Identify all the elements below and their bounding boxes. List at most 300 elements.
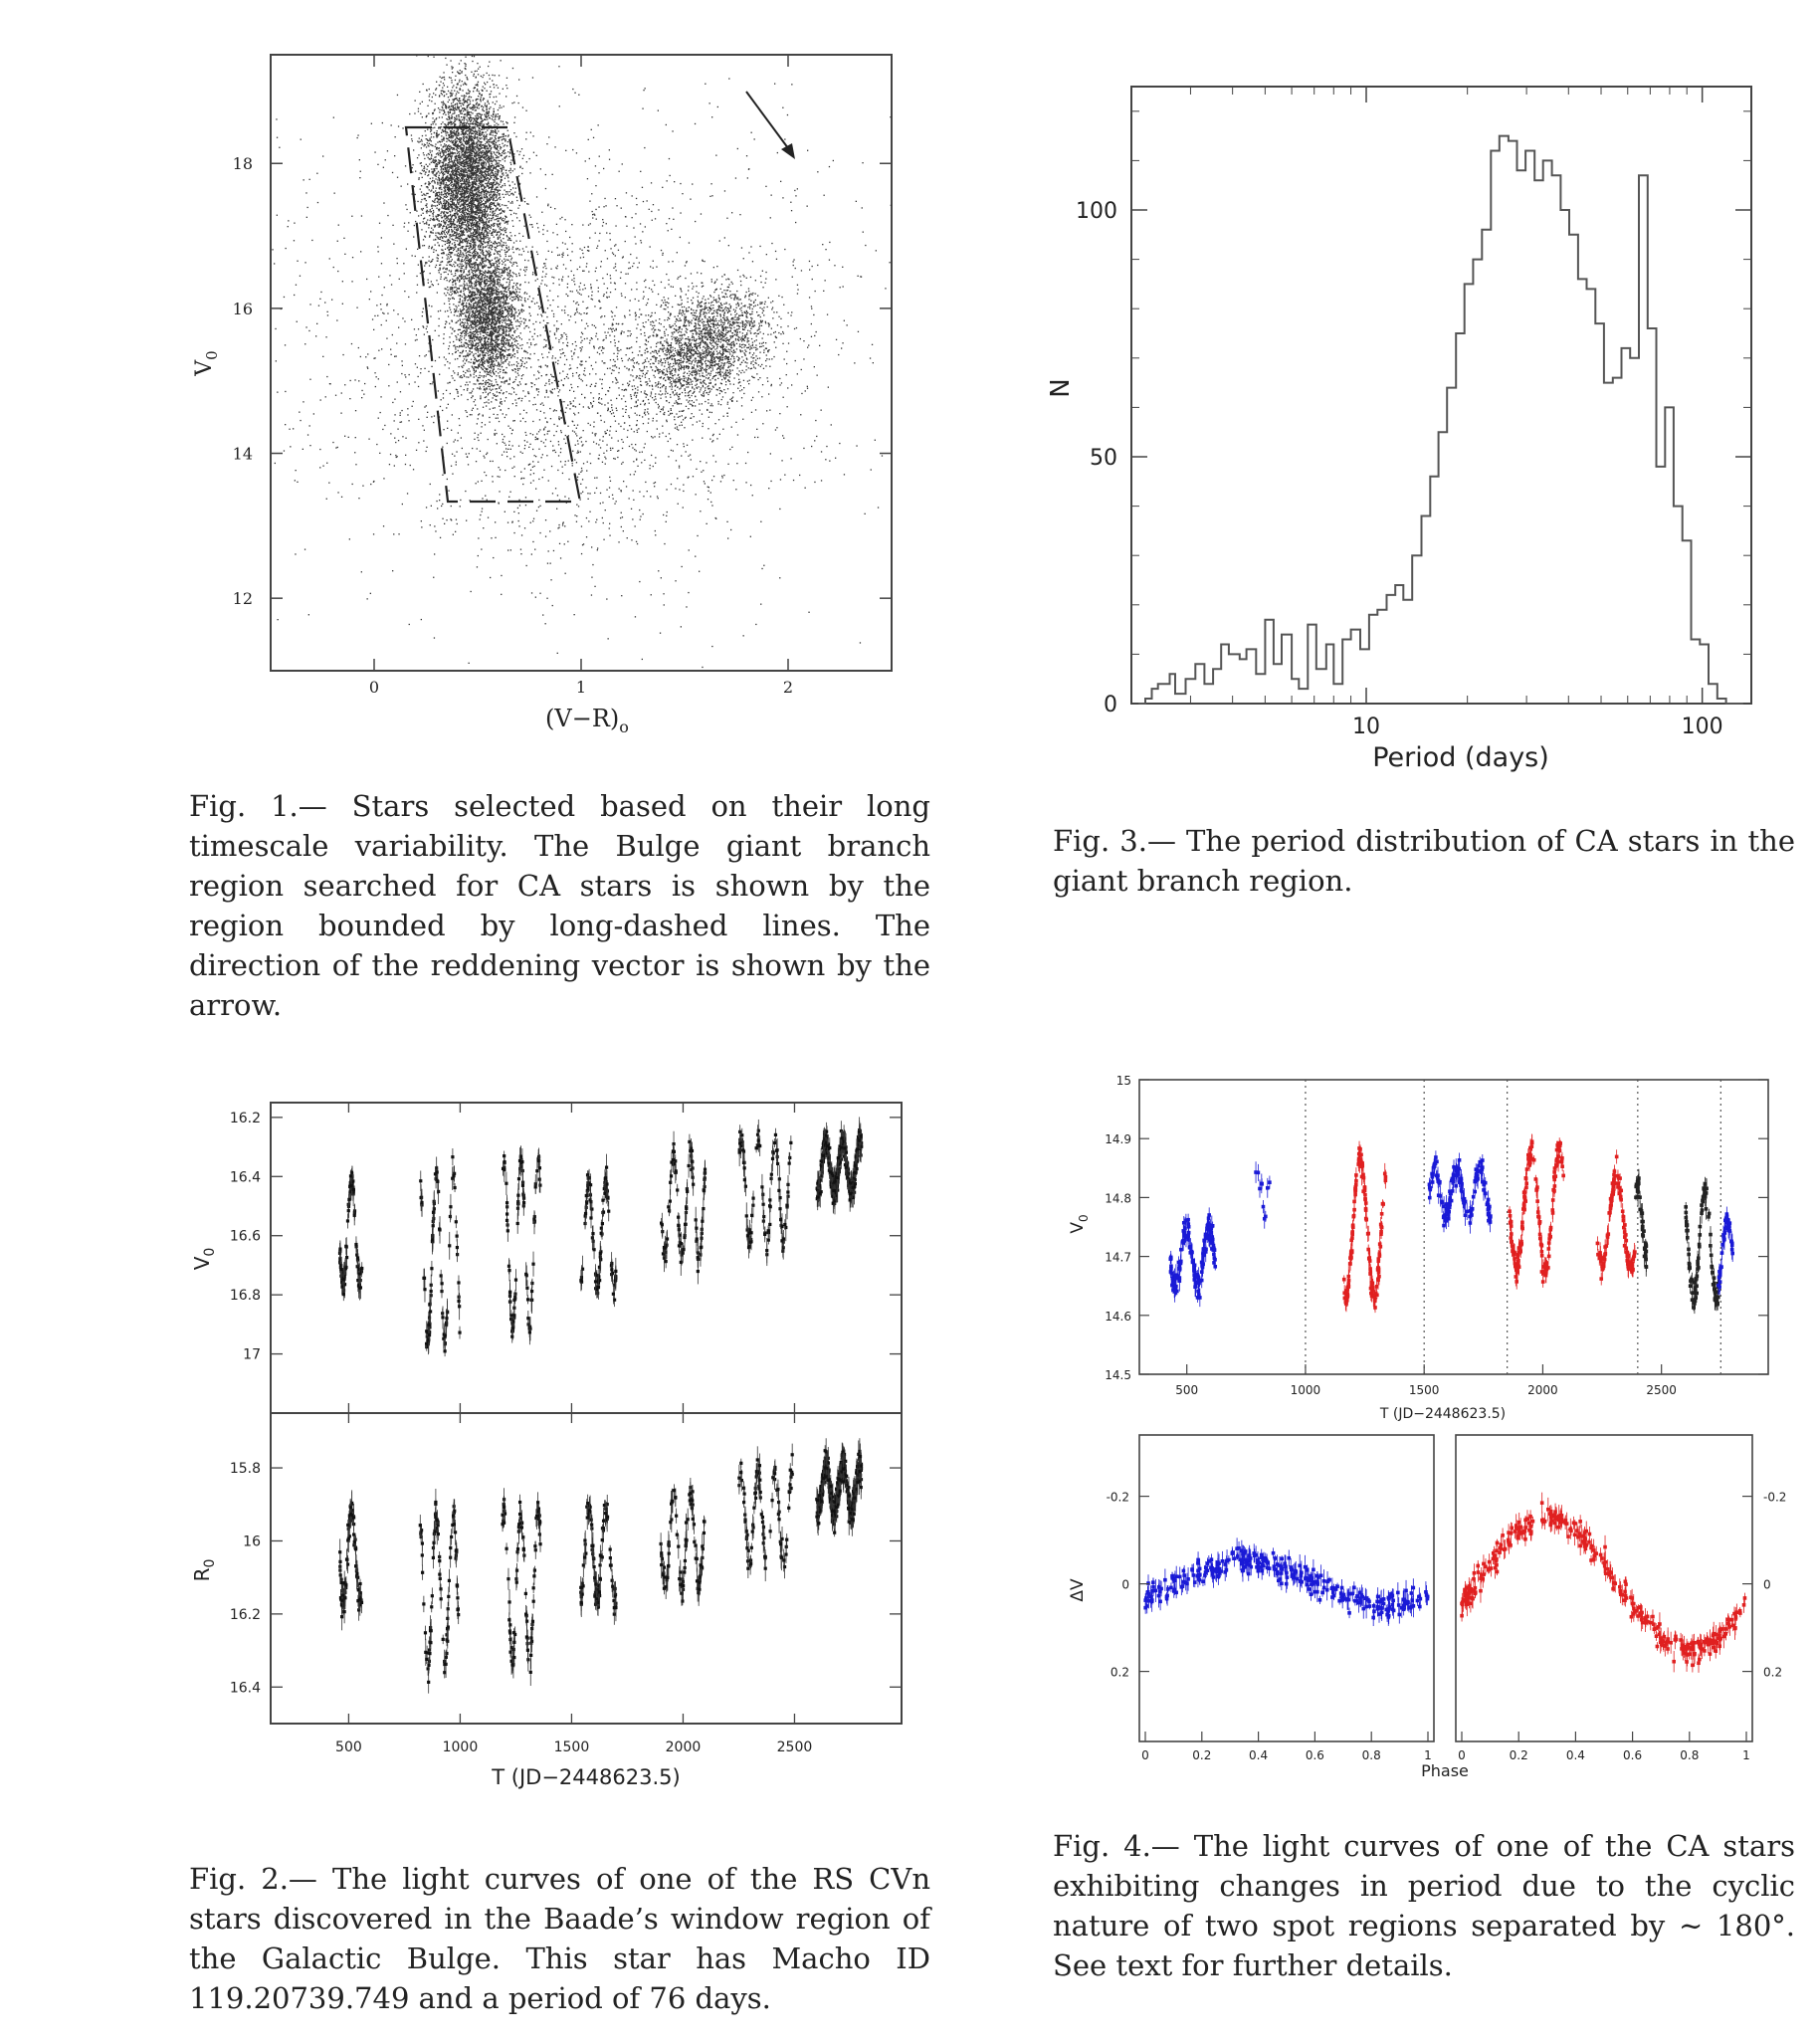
fig1-star-point (469, 139, 470, 140)
fig1-star-point (442, 233, 443, 234)
fig1-star-point (464, 195, 465, 196)
fig1-star-point (465, 218, 466, 219)
fig1-star-point (475, 208, 476, 209)
fig1-star-point (449, 261, 450, 262)
fig1-star-point (491, 197, 492, 198)
fig1-star-point (469, 151, 470, 152)
fig1-star-point (466, 136, 467, 137)
fig1-star-point (446, 265, 447, 266)
fig1-star-point (480, 175, 481, 176)
fig1-star-point (494, 219, 495, 220)
fig1-star-point (476, 226, 477, 227)
fig1-star-point (500, 228, 501, 229)
fig1-star-point (498, 226, 499, 227)
fig1-star-point (494, 231, 495, 232)
fig1-star-point (429, 154, 430, 155)
fig1-star-point (467, 149, 468, 150)
fig1-star-point (482, 95, 483, 96)
fig1-star-point (429, 100, 430, 101)
fig1-star-point (496, 219, 497, 220)
fig1-star-point (526, 132, 527, 133)
fig1-star-point (435, 235, 436, 236)
fig1-star-point (497, 140, 498, 141)
fig1-star-point (480, 184, 481, 185)
fig1-star-point (489, 205, 490, 206)
fig1-star-point (458, 155, 459, 156)
fig1-star-point (481, 115, 482, 116)
fig1-star-point (466, 180, 467, 181)
fig1-star-point (471, 223, 472, 224)
fig1-star-point (496, 197, 497, 198)
fig1-star-point (511, 280, 512, 281)
fig1-star-point (431, 136, 432, 137)
fig1-star-point (458, 183, 459, 184)
fig1-star-point (460, 212, 461, 213)
fig1-star-point (450, 256, 451, 257)
fig1-star-point (484, 212, 485, 213)
fig1-star-point (490, 132, 491, 133)
fig1-star-point (437, 166, 438, 167)
fig1-star-point (437, 242, 438, 243)
fig1-star-point (440, 197, 441, 198)
fig1-star-point (446, 144, 447, 145)
fig1-star-point (450, 197, 451, 198)
fig1-star-point (479, 122, 480, 123)
fig1-star-point (436, 136, 437, 137)
fig1-star-point (483, 100, 484, 101)
fig1-star-point (447, 154, 448, 155)
fig1-star-point (471, 210, 472, 211)
fig1-star-point (450, 292, 451, 293)
fig1-star-point (454, 119, 455, 120)
fig1-star-point (471, 169, 472, 170)
fig1-star-point (510, 210, 511, 211)
fig1-star-point (440, 160, 441, 161)
fig1-star-point (489, 192, 490, 193)
fig1-star-point (449, 184, 450, 185)
fig1-star-point (495, 205, 496, 206)
fig1-star-point (428, 211, 429, 212)
fig1-star-point (488, 186, 489, 187)
fig1-star-point (452, 93, 453, 94)
fig1-star-point (502, 143, 503, 144)
fig1-star-point (465, 165, 466, 166)
fig1-star-point (487, 197, 488, 198)
fig1-star-point (483, 209, 484, 210)
fig1-star-point (484, 188, 485, 189)
fig1-star-point (414, 186, 415, 187)
fig1-star-point (473, 240, 474, 241)
fig1-star-point (444, 79, 445, 80)
fig1-star-point (440, 166, 441, 167)
fig1-star-point (509, 282, 510, 283)
fig1-star-point (494, 121, 495, 122)
fig1-star-point (457, 103, 458, 104)
fig1-star-point (440, 127, 441, 128)
fig1-star-point (497, 145, 498, 146)
fig1-star-point (456, 160, 457, 161)
fig1-star-point (470, 101, 471, 102)
fig1-star-point (459, 145, 460, 146)
fig1-star-point (491, 141, 492, 142)
fig1-star-point (453, 230, 454, 231)
fig1-star-point (509, 185, 510, 186)
fig1-star-point (519, 220, 520, 221)
fig1-star-point (450, 93, 451, 94)
fig1-star-point (426, 138, 427, 139)
fig1-star-point (483, 189, 484, 190)
fig1-star-point (442, 90, 443, 91)
fig1-star-point (460, 250, 461, 251)
fig1-star-point (475, 130, 476, 131)
fig1-star-point (430, 128, 431, 129)
fig1-star-point (478, 96, 479, 97)
fig1-star-point (502, 230, 503, 231)
fig1-star-point (448, 212, 449, 213)
fig1-star-point (442, 240, 443, 241)
fig1-star-point (478, 188, 479, 189)
fig1-star-point (471, 215, 472, 216)
fig1-star-point (486, 164, 487, 165)
fig1-star-point (502, 133, 503, 134)
fig1-star-point (487, 112, 488, 113)
fig1-star-point (485, 171, 486, 172)
fig1-star-point (501, 181, 502, 182)
fig1-star-point (481, 252, 482, 253)
fig1-star-point (494, 192, 495, 193)
fig1-star-point (479, 223, 480, 224)
fig1-star-point (436, 153, 437, 154)
fig1-star-point (475, 172, 476, 173)
fig1-star-point (428, 227, 429, 228)
fig1-star-point (475, 162, 476, 163)
fig1-star-point (470, 222, 471, 223)
fig1-star-point (498, 178, 499, 179)
fig1-star-point (460, 88, 461, 89)
fig1-star-point (514, 192, 515, 193)
fig1-star-point (458, 108, 459, 109)
fig1-star-point (485, 183, 486, 184)
fig1-star-point (484, 288, 485, 289)
fig1-star-point (491, 153, 492, 154)
fig1-star-point (455, 216, 456, 217)
fig1-star-point (485, 178, 486, 179)
fig1-star-point (486, 211, 487, 212)
fig1-star-point (436, 188, 437, 189)
fig1-star-point (464, 179, 465, 180)
fig1-star-point (444, 143, 445, 144)
fig1-star-point (466, 230, 467, 231)
fig1-star-point (454, 245, 455, 246)
fig1-star-point (496, 97, 497, 98)
fig1-star-point (443, 179, 444, 180)
fig1-star-point (477, 115, 478, 116)
fig1-star-point (453, 197, 454, 198)
fig1-star-point (435, 226, 436, 227)
fig1-star-point (473, 174, 474, 175)
fig1-star-point (425, 195, 426, 196)
fig1-star-point (428, 248, 429, 249)
fig1-star-point (486, 163, 487, 164)
fig1-star-point (482, 147, 483, 148)
fig1-star-point (460, 124, 461, 125)
fig1-star-point (454, 266, 455, 267)
fig1-star-point (417, 157, 418, 158)
fig1-star-point (467, 115, 468, 116)
fig1-star-point (445, 222, 446, 223)
fig1-star-point (466, 119, 467, 120)
fig1-star-point (494, 167, 495, 168)
fig1-star-point (458, 107, 459, 108)
fig1-star-point (454, 190, 455, 191)
fig1-star-point (429, 96, 430, 97)
fig1-star-point (442, 231, 443, 232)
fig1-star-point (448, 171, 449, 172)
fig1-star-point (462, 166, 463, 167)
fig1-star-point (457, 148, 458, 149)
fig1-star-point (437, 201, 438, 202)
fig1-star-point (486, 114, 487, 115)
fig1-star-point (432, 177, 433, 178)
fig1-star-point (514, 168, 515, 169)
fig1-star-point (445, 214, 446, 215)
fig1-star-point (449, 181, 450, 182)
fig1-star-point (450, 287, 451, 288)
fig1-star-point (450, 201, 451, 202)
fig1-star-point (461, 155, 462, 156)
fig1-star-point (424, 223, 425, 224)
fig1-star-point (461, 72, 462, 73)
fig1-star-point (501, 179, 502, 180)
fig1-star-point (489, 232, 490, 233)
fig1-star-point (469, 138, 470, 139)
fig1-star-point (432, 160, 433, 161)
fig1-star-point (453, 100, 454, 101)
fig1-star-point (466, 260, 467, 261)
fig1-star-point (515, 136, 516, 137)
fig1-star-point (489, 220, 490, 221)
fig1-star-point (453, 276, 454, 277)
fig1-star-point (458, 133, 459, 134)
fig1-star-point (469, 250, 470, 251)
fig1-star-point (497, 208, 498, 209)
fig1-star-point (504, 210, 505, 211)
fig1-star-point (490, 97, 491, 98)
fig1-star-point (448, 199, 449, 200)
fig1-star-point (439, 172, 440, 173)
fig1-star-point (441, 274, 442, 275)
fig1-star-point (438, 310, 439, 311)
fig1-star-point (450, 309, 451, 310)
fig1-star-point (525, 138, 526, 139)
fig1-star-point (485, 148, 486, 149)
fig1-star-point (428, 113, 429, 114)
fig1-star-point (435, 216, 436, 217)
fig1-star-point (412, 255, 413, 256)
fig1-star-point (437, 130, 438, 131)
fig1-star-point (445, 58, 446, 59)
fig1-star-point (454, 133, 455, 134)
fig1-star-point (442, 150, 443, 151)
fig1-star-point (454, 179, 455, 180)
fig1-star-point (439, 268, 440, 269)
fig1-star-point (456, 232, 457, 233)
fig1-star-point (522, 158, 523, 159)
fig1-star-point (441, 93, 442, 94)
fig1-star-point (454, 228, 455, 229)
fig1-star-point (518, 233, 519, 234)
fig1-star-point (473, 182, 474, 183)
fig1-star-point (492, 118, 493, 119)
fig1-star-point (424, 194, 425, 195)
fig1-star-point (450, 176, 451, 177)
fig1-star-point (456, 109, 457, 110)
fig1-star-point (481, 168, 482, 169)
fig1-star-point (479, 127, 480, 128)
fig1-star-point (474, 104, 475, 105)
fig1-star-point (449, 146, 450, 147)
fig1-star-point (458, 169, 459, 170)
fig1-star-point (488, 66, 489, 67)
fig1-star-point (434, 121, 435, 122)
fig1-star-point (492, 282, 493, 283)
fig1-star-point (469, 181, 470, 182)
fig1-star-point (433, 57, 434, 58)
fig1-star-point (464, 119, 465, 120)
fig1-star-point (472, 182, 473, 183)
fig1-star-point (515, 188, 516, 189)
fig1-star-point (427, 219, 428, 220)
fig1-star-point (436, 135, 437, 136)
fig1-star-point (442, 173, 443, 174)
fig1-star-point (493, 182, 494, 183)
fig1-star-point (444, 213, 445, 214)
fig1-star-point (441, 179, 442, 180)
fig1-star-point (454, 130, 455, 131)
fig1-star-point (500, 237, 501, 238)
fig1-star-point (479, 116, 480, 117)
fig1-star-point (457, 84, 458, 85)
fig1-star-point (426, 212, 427, 213)
fig1-star-point (461, 214, 462, 215)
fig1-star-point (490, 211, 491, 212)
fig1-star-point (502, 173, 503, 174)
fig1-star-point (464, 116, 465, 117)
fig1-star-point (483, 203, 484, 204)
fig1-star-point (478, 202, 479, 203)
fig1-star-point (420, 189, 421, 190)
fig1-star-point (490, 106, 491, 107)
fig1-star-point (476, 143, 477, 144)
fig1-star-point (441, 168, 442, 169)
fig1-star-point (448, 156, 449, 157)
fig1-star-point (479, 196, 480, 197)
fig1-star-point (504, 220, 505, 221)
fig1-star-point (457, 104, 458, 105)
fig1-star-point (447, 132, 448, 133)
fig1-star-point (477, 181, 478, 182)
fig1-star-point (445, 206, 446, 207)
fig1-star-point (469, 202, 470, 203)
fig1-star-point (448, 246, 449, 247)
fig1-star-point (448, 242, 449, 243)
fig1-star-point (495, 154, 496, 155)
fig1-star-point (455, 209, 456, 210)
fig1-star-point (451, 208, 452, 209)
fig1-star-point (451, 248, 452, 249)
fig1-star-point (459, 151, 460, 152)
fig1-star-point (463, 187, 464, 188)
fig1-star-point (442, 77, 443, 78)
fig1-star-point (449, 135, 450, 136)
fig1-star-point (487, 185, 488, 186)
fig1-star-point (443, 198, 444, 199)
fig1-star-point (462, 163, 463, 164)
fig1-star-point (445, 249, 446, 250)
fig1-star-point (436, 195, 437, 196)
fig1-star-point (481, 171, 482, 172)
fig1-star-point (501, 213, 502, 214)
fig1-star-point (432, 213, 433, 214)
fig1-star-point (480, 67, 481, 68)
fig1-star-point (481, 194, 482, 195)
fig1-star-point (497, 195, 498, 196)
fig1-star-point (450, 211, 451, 212)
fig1-star-point (446, 217, 447, 218)
fig1-star-point (497, 157, 498, 158)
fig1-star-point (498, 199, 499, 200)
fig1-star-point (421, 140, 422, 141)
fig1-star-point (484, 232, 485, 233)
fig1-star-point (488, 148, 489, 149)
fig1-star-point (421, 215, 422, 216)
fig1-star-point (433, 158, 434, 159)
fig1-star-point (440, 153, 441, 154)
fig1-star-point (443, 163, 444, 164)
fig1-star-point (477, 232, 478, 233)
fig1-star-point (429, 265, 430, 266)
fig1-star-point (451, 178, 452, 179)
fig1-star-point (469, 125, 470, 126)
fig1-star-point (435, 190, 436, 191)
fig1-star-point (475, 226, 476, 227)
fig1-star-point (459, 217, 460, 218)
fig1-star-point (494, 87, 495, 88)
fig1-star-point (448, 185, 449, 186)
fig1-star-point (444, 190, 445, 191)
fig1-star-point (453, 175, 454, 176)
fig1-star-point (441, 78, 442, 79)
fig1-star-point (467, 198, 468, 199)
fig1-star-point (500, 224, 501, 225)
fig1-star-point (491, 242, 492, 243)
fig1-star-point (415, 101, 416, 102)
fig1-star-point (501, 217, 502, 218)
fig1-star-point (483, 235, 484, 236)
fig1-star-point (484, 114, 485, 115)
fig1-star-point (473, 228, 474, 229)
fig1-star-point (445, 237, 446, 238)
fig1-star-point (452, 266, 453, 267)
fig1-star-point (447, 87, 448, 88)
fig1-star-point (461, 277, 462, 278)
fig1-star-point (448, 111, 449, 112)
fig1-star-point (438, 159, 439, 160)
fig1-star-point (492, 191, 493, 192)
fig1-star-point (451, 80, 452, 81)
fig1-star-point (477, 131, 478, 132)
fig1-star-point (479, 215, 480, 216)
